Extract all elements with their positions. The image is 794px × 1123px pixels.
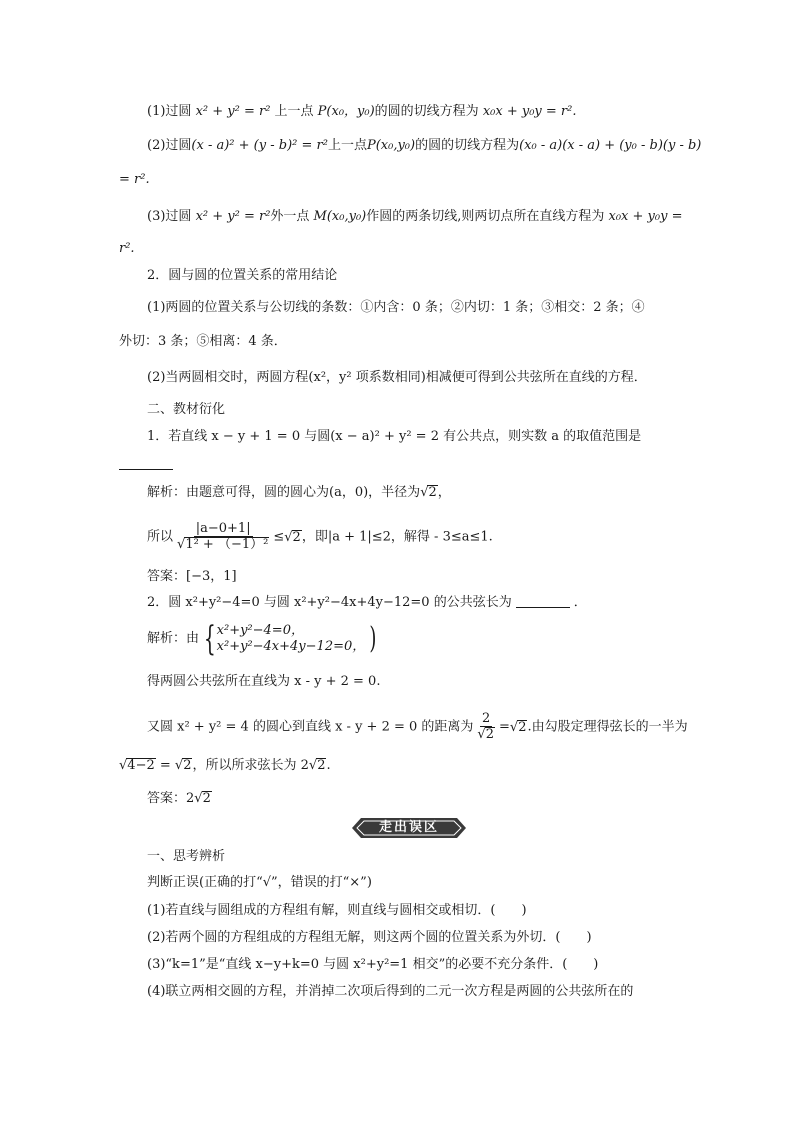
question-2-distance: 又圆 x² + y² = 4 的圆心到直线 x - y + 2 = 0 的距离为 $\frac{2}{√2}$ =√2.由勾股定理得弦长的一半为 [147, 711, 688, 742]
point-label: M(x₀,y₀) [313, 209, 367, 224]
answer-radicand: 2 [202, 791, 211, 806]
circle-equation: (x - a)² + (y - b)² = r² [191, 138, 328, 153]
punct: ． [573, 595, 587, 610]
question-2-half-chord: √4−2 = √2，所以所求弦长为 2√2. [119, 758, 331, 773]
sqrt-value: 2 [292, 529, 301, 545]
fraction-numerator: |a−0+1| [195, 521, 251, 536]
tangent-conclusion-3 [147, 208, 682, 226]
tangent-conclusion-2-end [119, 171, 150, 189]
item-prefix: (2)过圆 [147, 138, 192, 153]
chord-length-value: 2 [317, 758, 326, 773]
paragraph-common-tangents-cont: 外切：3 条；⑤相离：4 条． [119, 334, 287, 349]
system-row-1: x²+y²−4=0， [216, 623, 304, 638]
half-chord-radicand: 4−2 [127, 758, 155, 773]
circle-equation: x² + y² = r² [195, 104, 271, 119]
question-2-stem [147, 594, 587, 612]
fraction-numerator: 2 [482, 711, 491, 726]
tangent-conclusion-1 [147, 103, 576, 121]
section-banner [351, 817, 467, 839]
half-chord-value: 2 [183, 758, 192, 773]
question-text: 2．圆 x²+y²−4=0 与圆 x²+y²−4x+4y−12=0 的公共弦长为 [147, 595, 512, 610]
fraction-denominator: √2 [477, 727, 494, 742]
distance-fraction [475, 712, 497, 742]
answer-label: 答案： [147, 569, 187, 584]
tangent-equation: x₀x + y₀y = r². [482, 104, 577, 119]
banner-label: 走出误区 [378, 820, 439, 835]
equation-system: { x²+y²−4=0， x²+y²−4x+4y−12=0， ) [203, 619, 377, 659]
judgement-item-4: (4)联立两相交圆的方程，并消掉二次项后得到的二元一次方程是两圆的公共弦所在的 [147, 984, 634, 999]
chord-line-equation-end: r². [119, 241, 135, 256]
fraction-denominator-radicand: 2 [485, 727, 494, 742]
item-prefix: (3)过圆 [147, 209, 196, 224]
fraction-denominator-radicand: 1² + （−1）² [185, 537, 269, 552]
question-1-answer [147, 568, 237, 586]
tangent-equation-end: = r². [119, 172, 150, 187]
item-text: 作圆的两条切线,则两切点所在直线方程为 [366, 209, 609, 224]
item-text: 外一点 [270, 209, 314, 224]
analysis-label: 解析： [147, 485, 187, 500]
paragraph-common-chord: (2)当两圆相交时，两圆方程(x²，y² 项系数相同)相减便可得到公共弦所在直线的方程． [147, 370, 647, 385]
analysis-label: 解析：由 [147, 631, 200, 646]
radius-value: 2 [428, 485, 437, 500]
point-label: P(x₀，y₀) [317, 104, 375, 119]
analysis-text: ，即|a + 1|≤2，解得 - 3≤a≤1. [301, 529, 493, 545]
equals-sign: = [498, 719, 510, 735]
answer-blank [119, 456, 173, 470]
analysis-text: ，所以所求弦长为 2 [192, 758, 309, 773]
question-1-inequality: 所以 $\frac{|a-0+1|}{\text{√1² + （−1）²}}$ ≤√2，即|a + 1|≤2，解得 - 3≤a≤1. [147, 521, 493, 552]
section-heading: 2．圆与圆的位置关系的常用结论 [147, 268, 338, 283]
answer-value: 2 [186, 791, 195, 806]
punct: . [326, 758, 331, 773]
question-2-system [147, 619, 379, 660]
question-2-chord-line: 得两圆公共弦所在直线为 x - y + 2 = 0. [147, 674, 381, 689]
leq-sign: ≤ [273, 529, 285, 545]
judgement-item-3: (3)“k=1”是“直线 x−y+k=0 与圆 x²+y²=1 相交”的必要不充分条件．( ) [147, 957, 599, 972]
analysis-text: .由勾股定理得弦长的一半为 [527, 719, 688, 735]
item-prefix: (1)过圆 [147, 104, 196, 119]
system-row-2: x²+y²−4x+4y−12=0， [216, 639, 366, 654]
question-1-analysis: 解析：由题意可得，圆的圆心为(a，0)，半径为√2， [147, 485, 451, 500]
analysis-text: 所以 [147, 529, 174, 545]
question-1-stem: 1．若直线 x − y + 1 = 0 与圆(x − a)² + y² = 2 有公共点，则实数 a 的取值范围是 [147, 429, 642, 444]
mistakes-heading: 一、思考辨析 [147, 849, 226, 864]
analysis-text: 又圆 x² + y² = 4 的圆心到直线 x - y + 2 = 0 的距离为 [147, 719, 474, 735]
question-1-blank [119, 456, 177, 474]
item-text: 的圆的切线方程为 [374, 104, 483, 119]
judgement-item-1: (1)若直线与圆组成的方程组有解，则直线与圆相交或相切．( ) [147, 903, 527, 918]
tangent-conclusion-2 [147, 137, 701, 155]
judgement-item-2: (2)若两个圆的方程组成的方程组无解，则这两个圆的位置关系为外切．( ) [147, 930, 592, 945]
answer-blank [516, 594, 570, 608]
punct: ， [437, 485, 451, 500]
circle-equation: x² + y² = r² [195, 209, 271, 224]
point-label: P(x₀,y₀) [366, 138, 416, 153]
equals-sign: = [155, 758, 175, 773]
tangent-conclusion-3-end [119, 240, 135, 258]
item-text: 上一点 [327, 138, 367, 153]
paragraph-common-tangents: (1)两圆的位置关系与公切线的条数：①内含：0 条；②内切：1 条；③相交：2 条；④ [147, 300, 645, 315]
answer-label: 答案： [147, 791, 187, 806]
mistakes-instruction: 判断正误(正确的打“√”，错误的打“×”) [147, 875, 372, 890]
question-2-answer: 答案：2√2 [147, 791, 211, 806]
item-text: 的圆的切线方程为 [415, 138, 520, 153]
chord-line-equation: x₀x + y₀y = [608, 209, 683, 224]
tangent-equation: (x₀ - a)(x - a) + (y₀ - b)(y - b) [519, 138, 702, 153]
textbook-heading: 二、教材衍化 [147, 402, 226, 417]
answer-value: [−3，1] [186, 569, 237, 584]
distance-fraction [175, 522, 271, 552]
item-text: 上一点 [270, 104, 318, 119]
distance-value: 2 [518, 719, 527, 735]
fraction-denominator: √1² + （−1）² [177, 537, 269, 552]
analysis-text: 由题意可得，圆的圆心为(a，0)，半径为 [186, 485, 421, 500]
